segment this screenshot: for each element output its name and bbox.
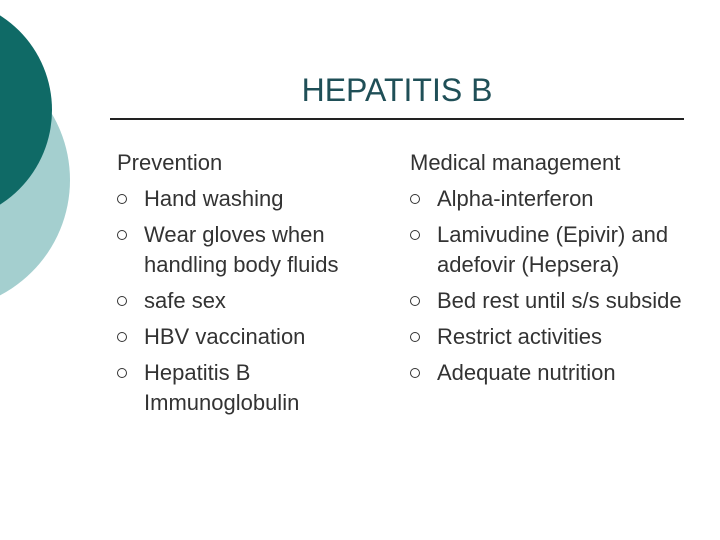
medical-management-heading: Medical management [410, 150, 621, 175]
list-item [117, 184, 387, 214]
prevention-heading: Prevention [117, 150, 223, 175]
list-item-text: Restrict activities [437, 324, 603, 349]
bullet-icon [410, 296, 420, 306]
list-item [410, 358, 700, 388]
list-item [117, 220, 387, 280]
bullet-icon [117, 230, 127, 240]
list-item-text: Alpha-interferon [437, 186, 594, 211]
bullet-icon [410, 194, 420, 204]
list-item-text: Adequate nutrition [437, 360, 616, 385]
decorative-circles [0, 0, 90, 300]
bullet-icon [410, 332, 420, 342]
list-item-text: Bed rest until s/s subside [437, 288, 682, 313]
title-divider [110, 118, 684, 120]
list-item [410, 220, 700, 280]
list-item [410, 322, 700, 352]
list-item [410, 184, 700, 214]
list-item-text: Wear gloves when handling body fluids [144, 222, 339, 277]
list-item [117, 358, 387, 418]
bullet-icon [410, 230, 420, 240]
list-item [410, 286, 700, 316]
bullet-icon [117, 332, 127, 342]
list-item [117, 322, 387, 352]
bullet-icon [117, 194, 127, 204]
slide-title: HEPATITIS B [301, 72, 493, 108]
list-item-text: Hand washing [144, 186, 284, 211]
medical-management-list [410, 184, 700, 388]
list-item [117, 286, 387, 316]
bullet-icon [117, 368, 127, 378]
list-item-text: Lamivudine (Epivir) and adefovir (Hepsera) [437, 222, 669, 277]
prevention-list [117, 184, 387, 418]
bullet-icon [410, 368, 420, 378]
list-item-text: HBV vaccination [144, 324, 306, 349]
list-item-text: safe sex [144, 288, 226, 313]
bullet-icon [117, 296, 127, 306]
medical-management-column [410, 148, 700, 394]
prevention-column [117, 148, 387, 424]
list-item-text: Hepatitis B Immunoglobulin [144, 360, 300, 415]
